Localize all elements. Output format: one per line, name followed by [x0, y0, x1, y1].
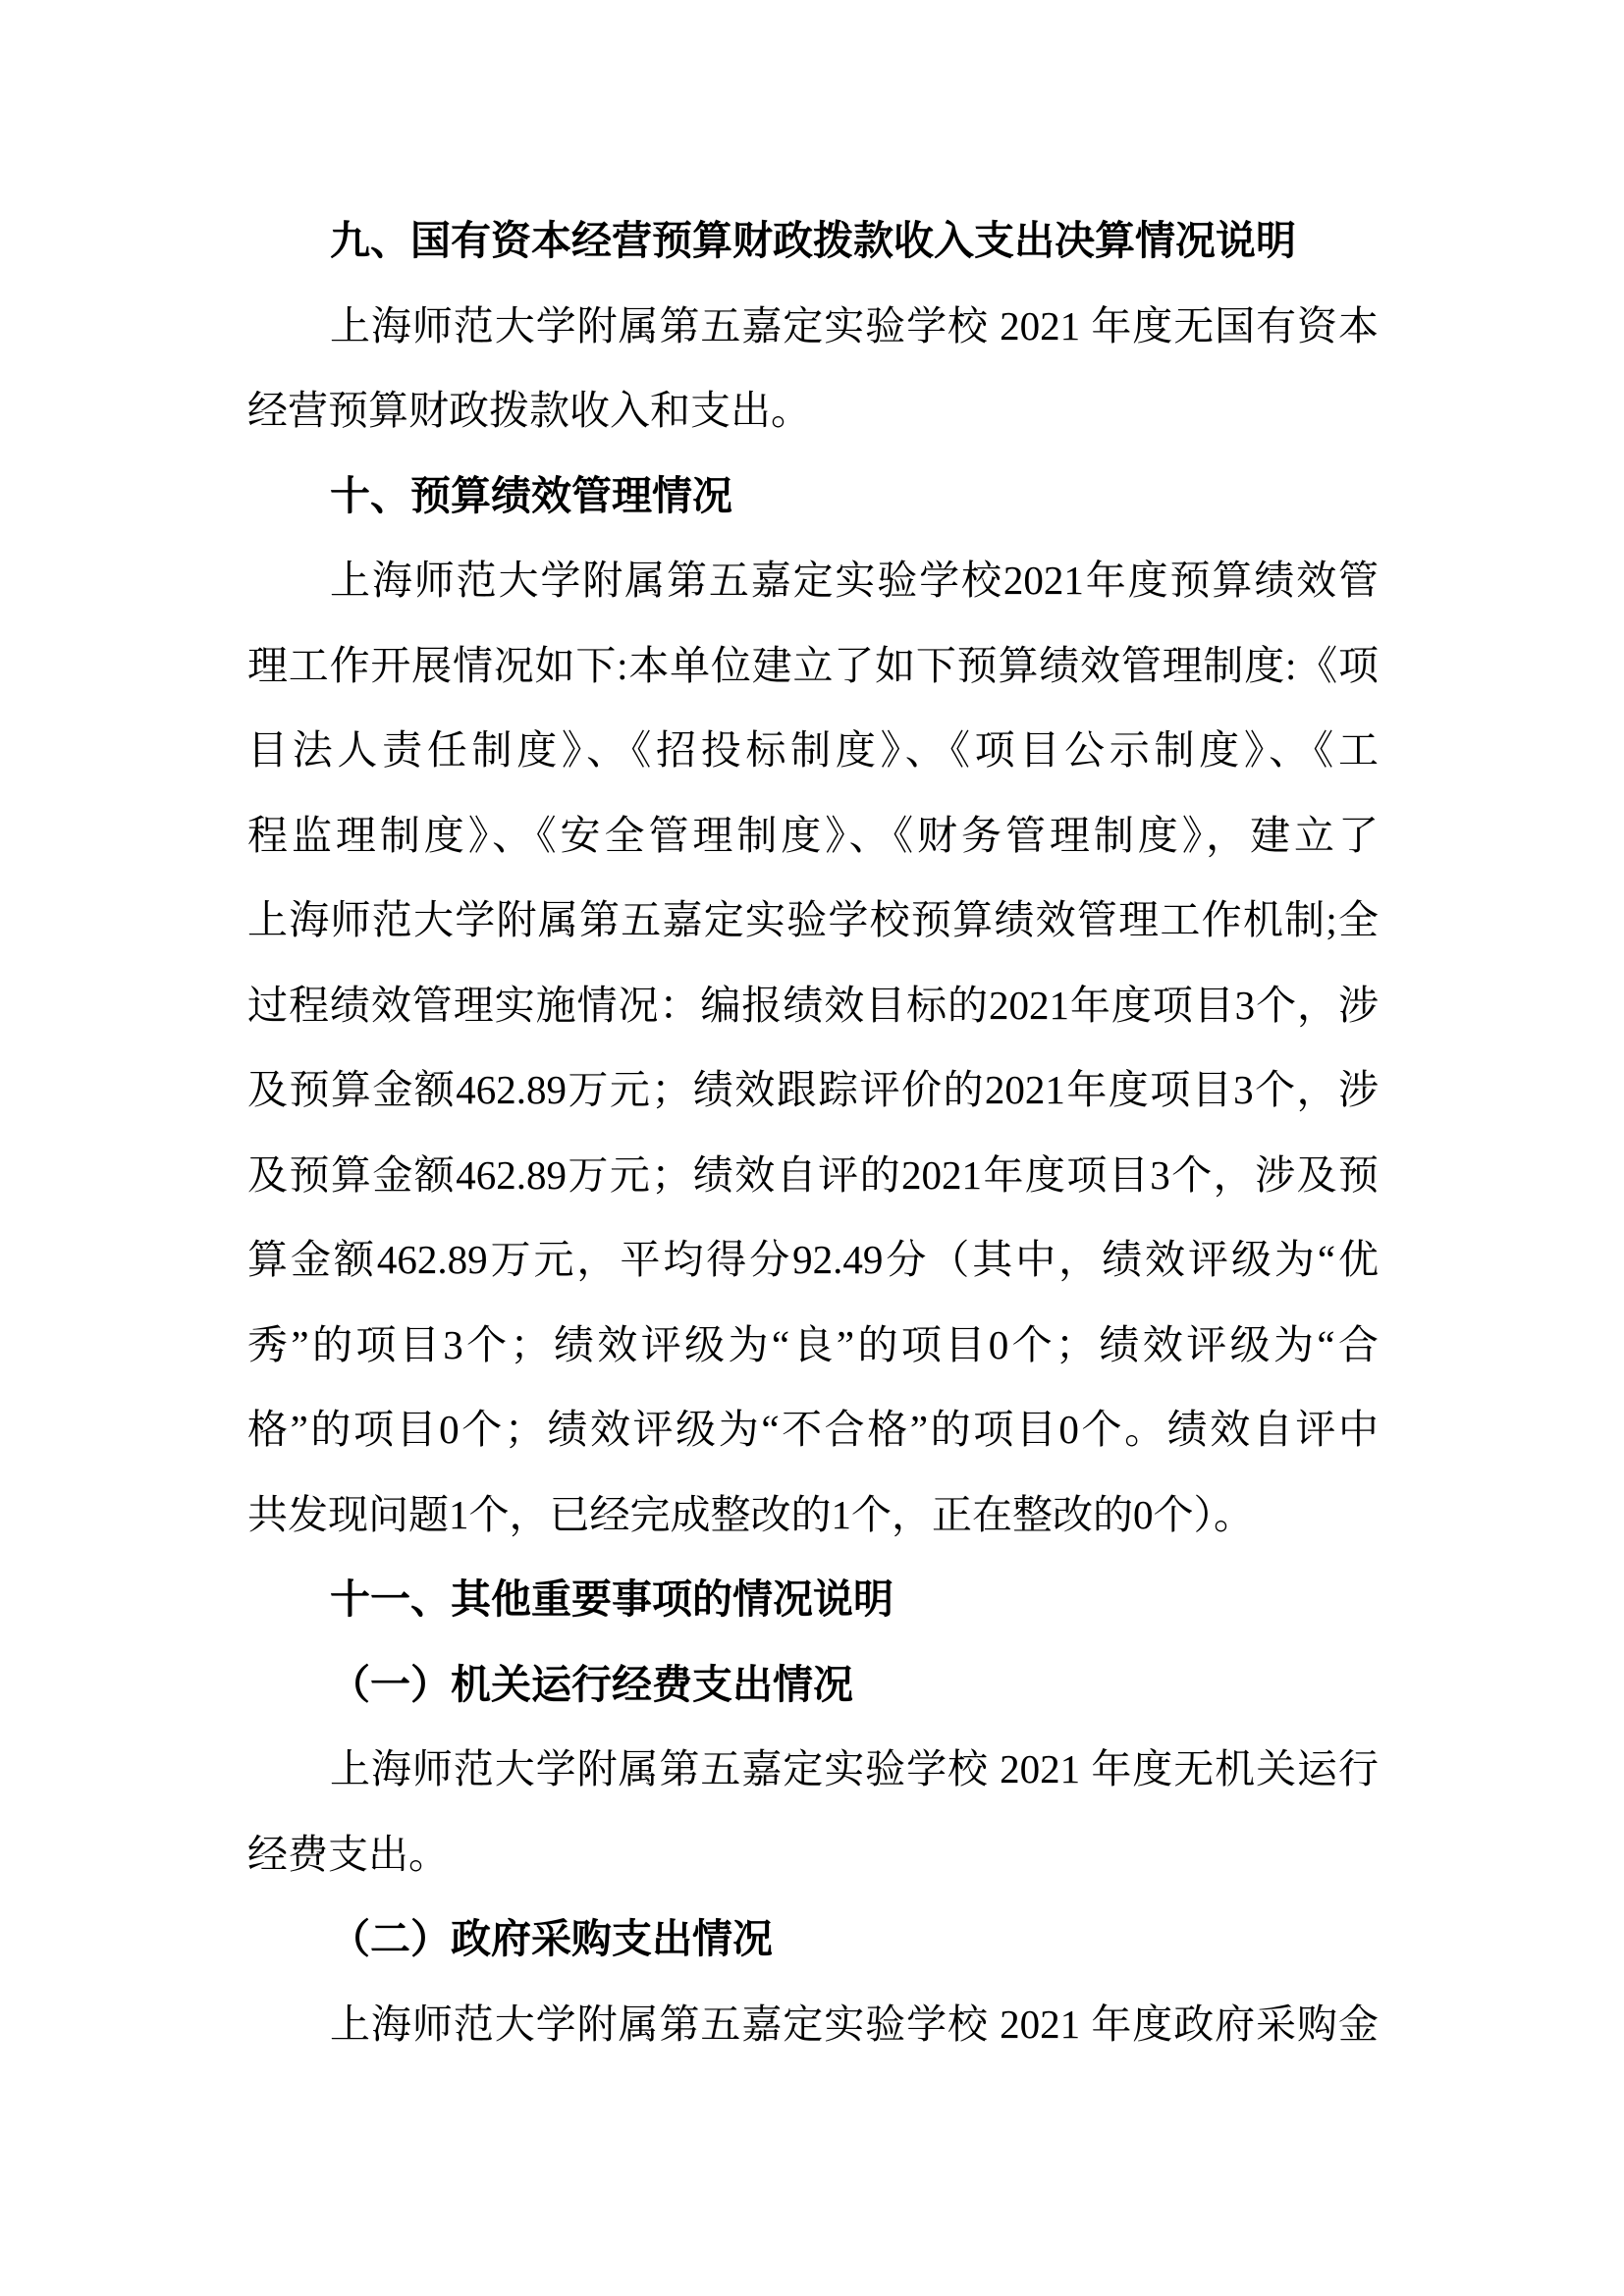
body-line: 上海师范大学附属第五嘉定实验学校预算绩效管理工作机制;全: [247, 897, 1379, 942]
body-line: 格”的项目0个；绩效评级为“不合格”的项目0个。绩效自评中: [247, 1407, 1379, 1452]
body-line: 经费支出。: [247, 1831, 449, 1877]
heading-line: 十一、其他重要事项的情况说明: [330, 1576, 893, 1622]
body-line: 上海师范大学附属第五嘉定实验学校 2021 年度无机关运行: [330, 1746, 1379, 1791]
body-line: 及预算金额462.89万元；绩效自评的2021年度项目3个，涉及预: [247, 1151, 1379, 1198]
body-line: 经营预算财政拨款收入和支出。: [247, 388, 811, 433]
heading-line: 九、国有资本经营预算财政拨款收入支出决算情况说明: [330, 218, 1296, 263]
body-line: 及预算金额462.89万元；绩效跟踪评价的2021年度项目3个，涉: [247, 1067, 1379, 1112]
body-line: 算金额462.89万元，平均得分92.49分（其中，绩效评级为“优: [247, 1237, 1379, 1282]
heading-line: （一）机关运行经费支出情况: [330, 1661, 853, 1707]
body-line: 理工作开展情况如下:本单位建立了如下预算绩效管理制度:《项: [247, 642, 1379, 688]
body-line: 目法人责任制度》、《招投标制度》、《项目公示制度》、《工: [247, 727, 1379, 773]
body-line: 上海师范大学附属第五嘉定实验学校 2021 年度无国有资本: [330, 302, 1379, 348]
body-line: 过程绩效管理实施情况：编报绩效目标的2021年度项目3个，涉: [247, 982, 1379, 1028]
heading-line: 十、预算绩效管理情况: [330, 472, 732, 518]
body-line: 上海师范大学附属第五嘉定实验学校2021年度预算绩效管: [330, 558, 1379, 603]
body-line: 上海师范大学附属第五嘉定实验学校 2021 年度政府采购金: [330, 2001, 1379, 2047]
body-line: 秀”的项目3个；绩效评级为“良”的项目0个；绩效评级为“合: [247, 1321, 1379, 1367]
document-content: [247, 198, 1379, 2066]
heading-line: （二）政府采购支出情况: [330, 1916, 773, 1961]
body-line: 共发现问题1个，已经完成整改的1个，正在整改的0个）。: [247, 1491, 1254, 1537]
body-line: 程监理制度》、《安全管理制度》、《财务管理制度》，建立了: [247, 812, 1379, 858]
